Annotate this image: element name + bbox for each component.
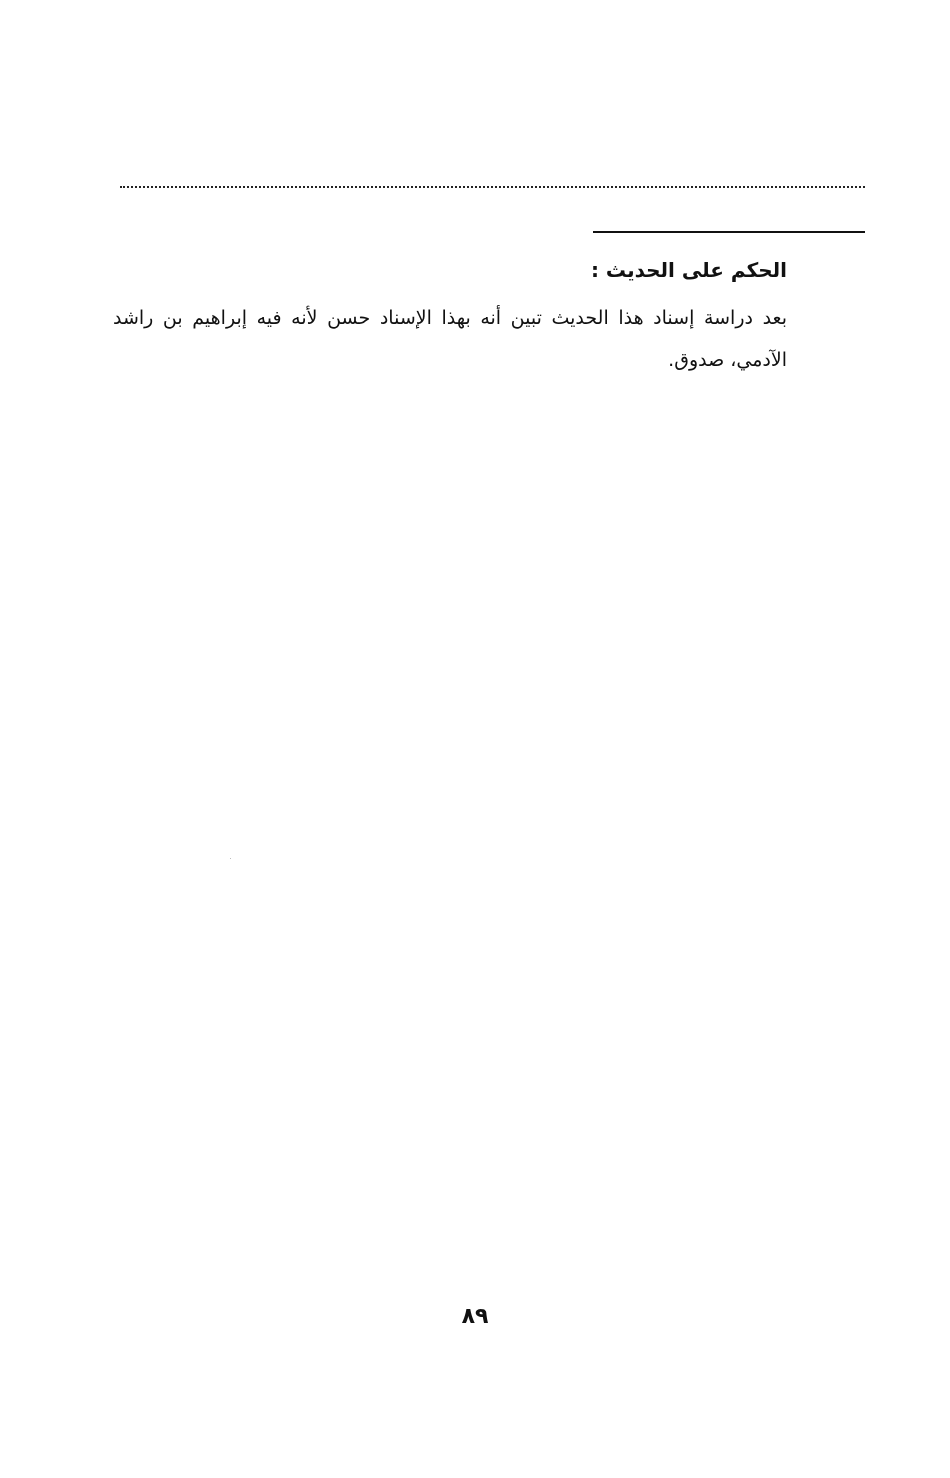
section-heading: الحكم على الحديث :	[590, 258, 787, 282]
scan-speck	[230, 858, 231, 859]
page-number: ٨٩	[461, 1304, 489, 1329]
dotted-separator	[120, 186, 865, 188]
section-rule	[593, 231, 865, 233]
section-body-text: بعد دراسة إسناد هذا الحديث تبين أنه بهذا الإسناد حسن لأنه فيه إبراهيم بن راشد الآدمي، صدوق.	[113, 307, 787, 371]
